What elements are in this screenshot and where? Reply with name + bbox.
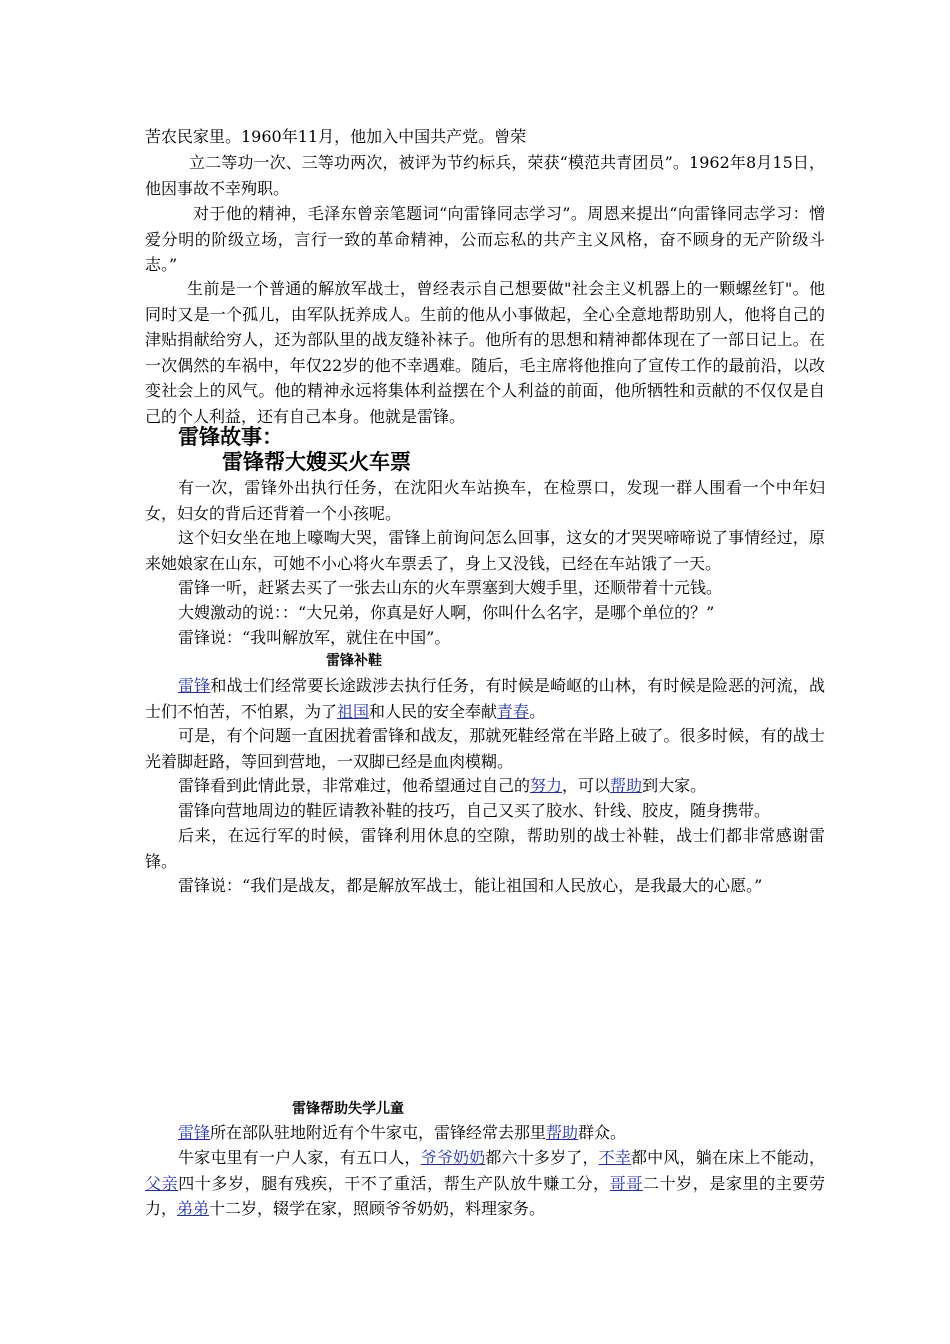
link-nuli[interactable]: 努力 <box>530 776 563 795</box>
story2-paragraph-1 <box>145 673 825 724</box>
story1-p4-text: 大嫂激动的说：：“大兄弟，你真是好人啊，你叫什么名字，是哪个单位的？” <box>178 603 715 622</box>
story2-p1-text-a: 和战士们经常要长途跋涉去执行任务，有时候是崎岖的山林，有时候是险恶的河流，战士们不怕苦，不怕累，为了 <box>145 676 825 721</box>
story3-paragraph-1 <box>145 1120 825 1146</box>
link-bangzhu[interactable]: 帮助 <box>610 776 643 795</box>
story2-p3-text-a: 雷锋看到此情此景，非常难过，他希望通过自己的 <box>178 776 531 795</box>
story3-p2-text-b: 都六十多岁了， <box>485 1148 599 1167</box>
intro-p1-text: 苦农民家里。1960年11月，他加入中国共产党。曾荣 <box>145 127 527 146</box>
story1-p1-text: 有一次，雷锋外出执行任务，在沈阳火车站换车，在检票口，发现一群人围看一个中年妇女，妇女的背后还背着一个小孩呢。 <box>145 478 825 523</box>
story3-p2-text-d: 四十多岁，腿有残疾，干不了重活，帮生产队放牛赚工分， <box>178 1173 610 1193</box>
intro-p3-text: 对于他的精神，毛泽东曾亲笔题词“向雷锋同志学习”。周恩来提出“向雷锋同志学习：憎爱分明的阶级立场，言行一致的革命精神，公而忘私的共产主义风格，奋不顾身的无产阶级斗志。” <box>145 204 825 274</box>
link-leifeng-2[interactable]: 雷锋 <box>178 1123 211 1142</box>
story3-p2-text-f: 十二岁，辍学在家，照顾爷爷奶奶，料理家务。 <box>209 1199 546 1218</box>
story1-p3-text: 雷锋一听，赶紧去买了一张去山东的火车票塞到大嫂手里，还顺带着十元钱。 <box>178 578 723 597</box>
intro-p4-text: 生前是一个普通的解放军战士，曾经表示自己想要做"社会主义机器上的一颗螺丝钉"。他同时又是一个孤儿，由军队抚养成人。生前的他从小事做起，全心全意地帮助别人，他将自己的津贴捐献给穷人，还为部队里的战友缝补袜子。他所有的思想和精神都体现在了一部日记上。在一次偶然的车祸中，年仅22岁的他不幸遇难。随后，毛主席将他推向了宣传工作的最前沿，以改变社会上的风气。他的精神永远将集体利益摆在个人利益的前面，他所牺牲和贡献的不仅仅是自己的个人利益，还有自己本身。他就是雷锋。 <box>145 279 825 426</box>
story2-p1-text-b: 和人民的安全奉献 <box>369 701 498 721</box>
link-gege[interactable]: 哥哥 <box>609 1173 643 1193</box>
story2-title: 雷锋补鞋 <box>326 653 382 669</box>
story2-p4-text: 雷锋向营地周边的鞋匠请教补鞋的技巧，自己又买了胶水、针线、胶皮，随身携带。 <box>178 801 771 820</box>
story2-p1-text-c: 。 <box>529 701 546 721</box>
intro-p2-text: 立二等功一次、三等功两次，被评为节约标兵，荣获“模范共青团员”。1962年8月15日，他因事故不幸殉职。 <box>145 153 825 198</box>
link-fuqin[interactable]: 父亲 <box>145 1173 179 1193</box>
story2-p2-text: 可是，有个问题一直困扰着雷锋和战友，那就死鞋经常在半路上破了。很多时候，有的战士光着脚赶路，等回到营地，一双脚已经是血肉模糊。 <box>145 726 825 771</box>
story1-p5-text: 雷锋说：“我叫解放军，就住在中国”。 <box>178 628 451 647</box>
story1-paragraph-2 <box>145 525 825 576</box>
story1-paragraph-3 <box>145 575 825 601</box>
story2-p5-text: 后来，在远行军的时候，雷锋利用休息的空隙，帮助别的战士补鞋，战士们都非常感谢雷锋。 <box>145 826 825 871</box>
intro-paragraph-4 <box>145 276 825 429</box>
link-buxing[interactable]: 不幸 <box>598 1148 631 1167</box>
story3-p2-text-a: 牛家屯里有一户人家，有五口人， <box>178 1148 421 1167</box>
intro-paragraph-3 <box>145 201 825 278</box>
story2-paragraph-2 <box>145 723 825 774</box>
story1-paragraph-1 <box>145 475 825 526</box>
story3-p2-text-c: 都中风，躺在床上不能动， <box>631 1148 825 1167</box>
link-zuguo[interactable]: 祖国 <box>337 701 370 721</box>
story2-paragraph-4 <box>145 798 825 824</box>
intro-paragraph-2 <box>145 150 825 201</box>
story2-p3-text-c: 到大家。 <box>642 776 707 795</box>
story2-paragraph-3 <box>145 773 825 799</box>
story3-paragraph-2 <box>145 1145 825 1222</box>
story3-title: 雷锋帮助失学儿童 <box>292 1101 404 1117</box>
story3-p1-text-a: 所在部队驻地附近有个牛家屯，雷锋经常去那里 <box>210 1123 547 1142</box>
story2-p6-text: 雷锋说：“我们是战友，都是解放军战士，能让祖国和人民放心，是我最大的心愿。” <box>178 876 763 895</box>
stories-heading: 雷锋故事： <box>178 425 283 449</box>
story3-p1-text-b: 群众。 <box>578 1123 627 1142</box>
link-leifeng[interactable]: 雷锋 <box>178 676 211 695</box>
story1-paragraph-4 <box>145 600 825 626</box>
story1-p2-text: 这个妇女坐在地上嚎啕大哭，雷锋上前询问怎么回事，这女的才哭哭啼啼说了事情经过，原来她娘家在山东，可她不小心将火车票丢了，身上又没钱，已经在车站饿了一天。 <box>145 528 825 573</box>
story1-paragraph-5 <box>145 625 825 651</box>
link-didi[interactable]: 弟弟 <box>177 1199 210 1218</box>
intro-paragraph-1 <box>145 124 825 150</box>
story2-paragraph-5 <box>145 823 825 874</box>
story3-p2-text-e: 二十岁，是家里的主要劳力， <box>145 1173 825 1218</box>
link-qingchun[interactable]: 青春 <box>497 701 530 721</box>
story2-paragraph-6 <box>145 873 825 899</box>
story2-p3-text-b: ，可以 <box>562 776 611 795</box>
story1-title: 雷锋帮大嫂买火车票 <box>222 450 411 474</box>
link-bangzhu-2[interactable]: 帮助 <box>546 1123 579 1142</box>
link-yeye-nainai[interactable]: 爷爷奶奶 <box>420 1148 486 1167</box>
